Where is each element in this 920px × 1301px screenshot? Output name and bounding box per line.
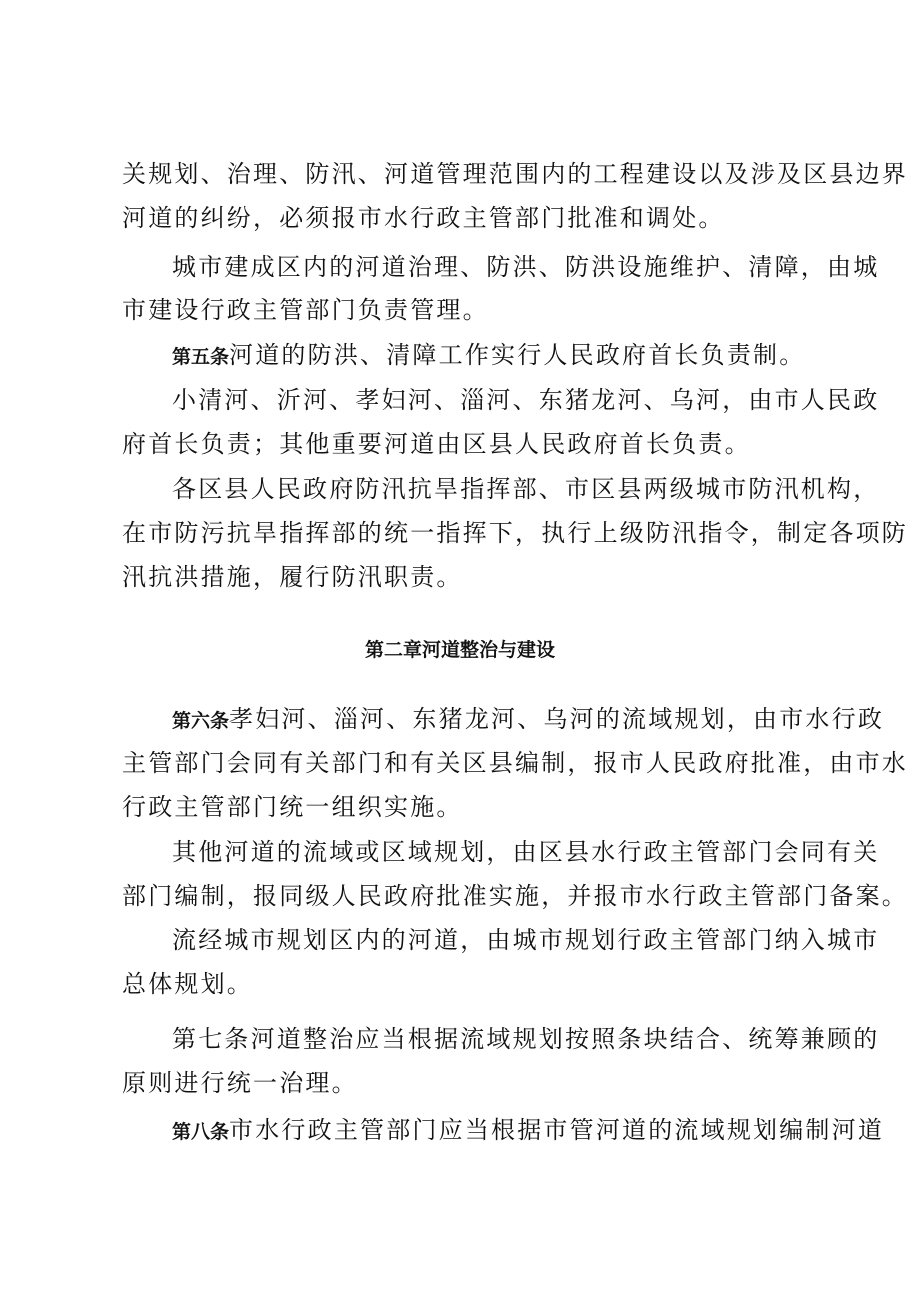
paragraph-line: 城市建成区内的河道治理、防洪、防洪设施维护、清障，由城 <box>172 253 880 281</box>
article-5-text: 河道的防洪、清障工作实行人民政府首长负责制。 <box>229 341 806 369</box>
paragraph-line: 市建设行政主管部门负责管理。 <box>122 296 489 324</box>
paragraph-line: 府首长负责；其他重要河道由区县人民政府首长负责。 <box>122 430 751 458</box>
chapter-heading: 第二章河道整治与建设 <box>364 639 555 661</box>
paragraph-line: 主管部门会同有关部门和有关区县编制，报市人民政府批准，由市水 <box>122 749 908 777</box>
paragraph-line: 部门编制，报同级人民政府批准实施，并报市水行政主管部门备案。 <box>122 882 908 910</box>
article-7-line: 第七条河道整治应当根据流域规划按照条块结合、统筹兼顾的 <box>172 1025 880 1053</box>
article-6-line <box>172 697 885 743</box>
paragraph-line: 小清河、沂河、孝妇河、淄河、东猪龙河、乌河，由市人民政 <box>172 386 880 414</box>
paragraph-line: 流经城市规划区内的河道，由城市规划行政主管部门纳入城市 <box>172 926 880 954</box>
paragraph-line: 汛抗洪措施，履行防汛职责。 <box>122 563 463 591</box>
paragraph-line: 总体规划。 <box>122 970 253 998</box>
article-5-label: 第五条 <box>172 346 230 368</box>
article-8-label: 第八条 <box>172 1121 230 1143</box>
paragraph-line: 河道的纠纷，必须报市水行政主管部门批准和调处。 <box>122 204 725 232</box>
article-8-line <box>172 1108 885 1154</box>
paragraph-line: 行政主管部门统一组织实施。 <box>122 793 463 821</box>
paragraph-line: 各区县人民政府防汛抗旱指挥部、市区县两级城市防汛机构， <box>172 475 880 503</box>
article-5-line <box>172 333 812 379</box>
paragraph-line: 在市防污抗旱指挥部的统一指挥下，执行上级防汛指令，制定各项防 <box>122 519 908 547</box>
article-8-text: 市水行政主管部门应当根据市管河道的流域规划编制河道 <box>229 1116 885 1144</box>
article-6-label: 第六条 <box>172 710 230 732</box>
paragraph-line: 其他河道的流域或区域规划，由区县水行政主管部门会同有关 <box>172 838 880 866</box>
article-6-text: 孝妇河、淄河、东猪龙河、乌河的流域规划，由市水行政 <box>229 705 885 733</box>
paragraph-line: 原则进行统一治理。 <box>122 1069 358 1097</box>
paragraph-line: 关规划、治理、防汛、河道管理范围内的工程建设以及涉及区县边界 <box>122 160 908 188</box>
